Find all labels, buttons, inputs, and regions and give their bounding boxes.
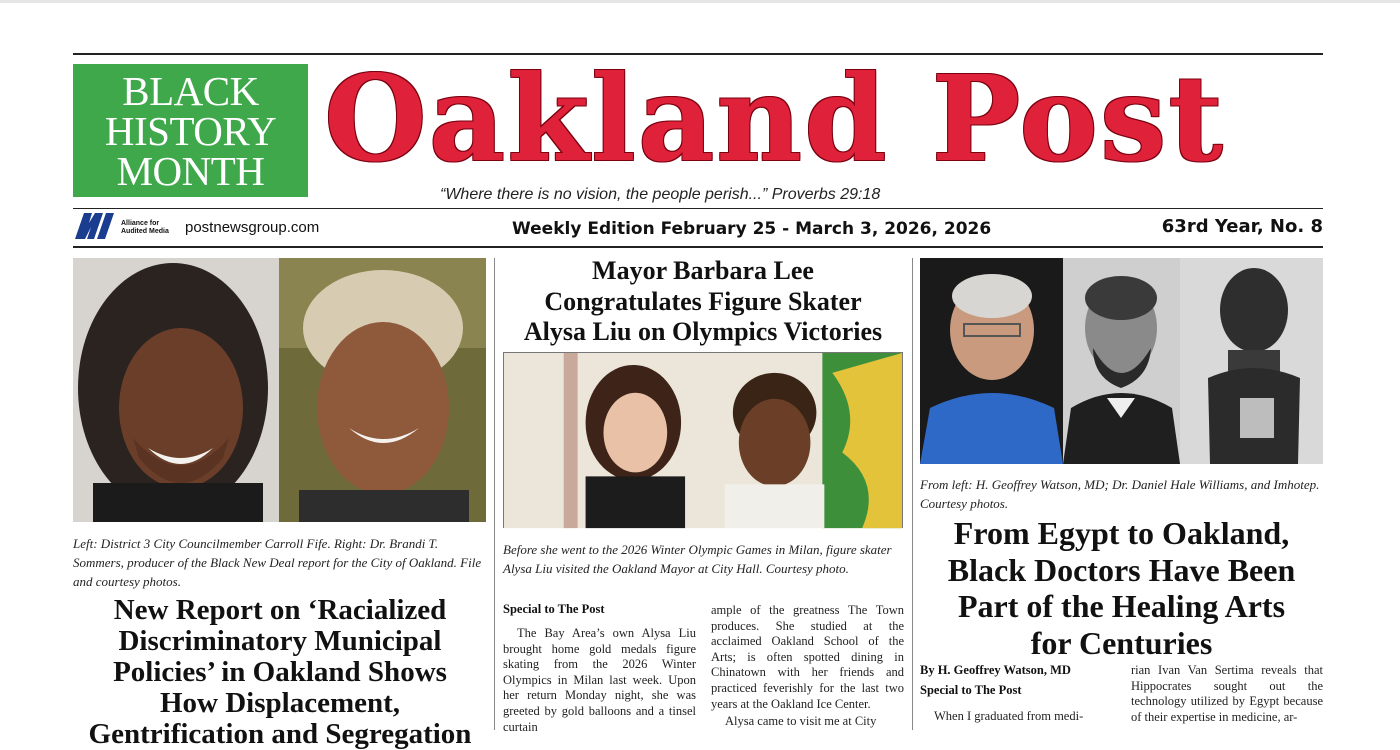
banner-line-1: BLACK [122,67,259,114]
headline-line: Gentrification and Segregation [88,718,472,750]
center-body-col1 [503,626,696,735]
right-body-col2 [1131,663,1323,725]
headline-line: From Egypt to Oakland, [953,515,1290,551]
daniel-hale-williams-photo[interactable] [1063,258,1180,464]
paragraph: rian Ivan Van Sertima reveals that Hippocrates sought out the technology utilized by Egypt because of their expertise in medicine, ar- [1131,663,1323,724]
imhotep-statue-photo[interactable] [1180,258,1323,464]
black-history-month-banner [73,64,308,197]
paragraph: When I graduated from medi- [934,709,1084,723]
paragraph: Alysa came to visit me at City [725,714,877,729]
column-divider-2 [912,258,913,730]
brandi-sommers-photo[interactable] [279,258,486,522]
headline-line: Policies’ in Oakland Shows [113,656,447,688]
paragraph: ample of the greatness The Town produces. She studied at the acclaimed Oakland School of the Arts; is often spotted dining in Chinatown with her friends and practiced feverishly for the last two years at the Oakland Ice Center. [711,603,904,711]
center-body-col2 [711,603,904,730]
center-photo-caption: Before she went to the 2026 Winter Olympic Games in Milan, figure skater Alysa Liu visited the Oakland Mayor at City Hall. Courtesy photo. [503,542,892,576]
top-rule [0,0,1400,3]
column-divider-1 [494,258,495,730]
center-byline: Special to The Post [503,602,605,616]
headline-line: Discriminatory Municipal [118,625,442,657]
right-byline-author: By H. Geoffrey Watson, MD [920,663,1071,677]
info-bar-bottom-rule [73,246,1323,248]
paragraph: The Bay Area’s own Alysa Liu brought home gold medals figure skating from the 2026 Winter Olympics in Milan last week. Upon her return Monday night, she was greeted by gold balloons and a tinsel curtain [503,626,696,734]
right-headline[interactable] [920,515,1323,661]
headline-line: How Displacement, [159,687,401,719]
headline-line: Mayor Barbara Lee [592,256,814,285]
headline-line: Alysa Liu on Olympics Victories [523,317,883,346]
newspaper-title: Oakland Post [324,49,1225,188]
watson-photo[interactable] [920,258,1063,464]
edition-date: Weekly Edition February 25 - March 3, 2026, 2026 [512,219,992,239]
right-photo-caption: From left: H. Geoffrey Watson, MD; Dr. Daniel Hale Williams, and Imhotep. Courtesy photos. [920,477,1320,511]
right-body-col1 [920,709,1115,725]
aam-label: Alliance for Audited Media [121,220,169,235]
left-photo-caption: Left: District 3 City Councilmember Carroll Fife. Right: Dr. Brandi T. Sommers, producer of the Black New Deal report for the City of Oakland. File and courtesy photos. [73,536,482,589]
banner-line-3: MONTH [116,147,265,194]
headline-line: Black Doctors Have Been [947,551,1296,588]
mayor-skater-photo[interactable] [503,352,903,528]
aam-logo-icon [75,213,117,239]
left-headline[interactable] [73,595,487,750]
headline-line: New Report on ‘Racialized [113,594,447,626]
right-byline-special: Special to The Post [920,683,1022,697]
headline-line: Part of the Healing Arts [957,588,1286,624]
councilmember-photo[interactable] [73,258,279,522]
year-issue: 63rd Year, No. 8 [1161,216,1323,237]
headline-line: Congratulates Figure Skater [544,286,862,316]
website-link[interactable]: postnewsgroup.com [185,219,320,236]
tagline: “Where there is no vision, the people perish...” Proverbs 29:18 [440,186,881,203]
center-headline[interactable] [500,256,906,348]
headline-line: for Centuries [1030,624,1213,661]
banner-line-2: HISTORY [104,107,277,154]
info-bar-top-rule [73,208,1323,209]
